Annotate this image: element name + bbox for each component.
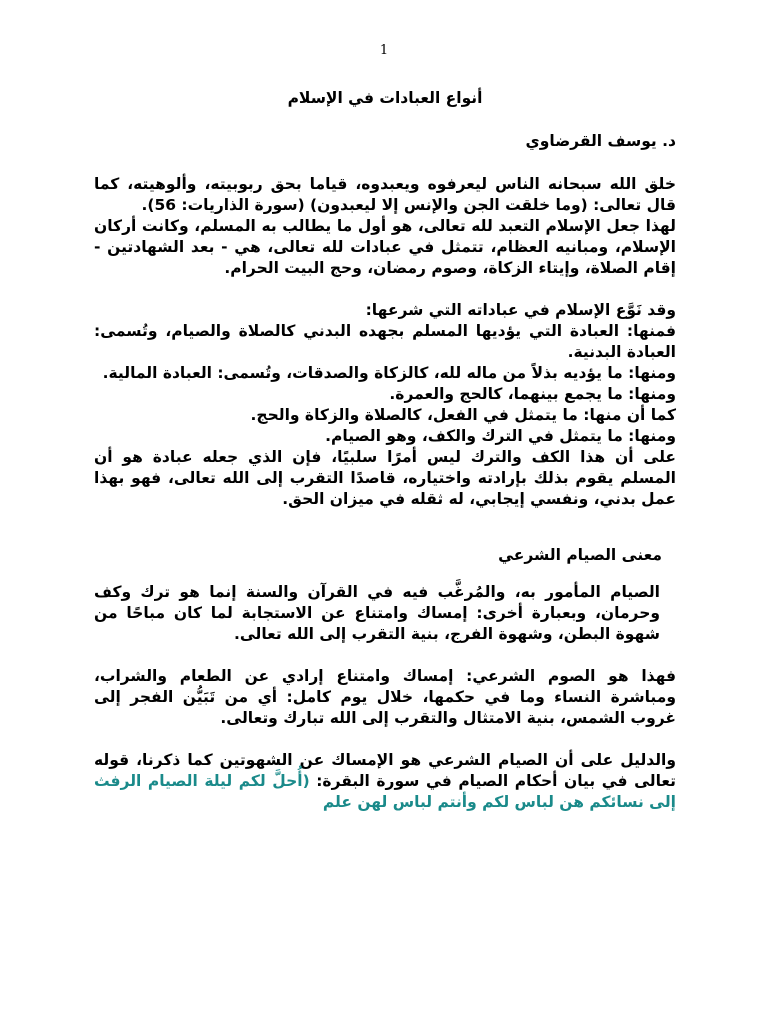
paragraph-evidence [94, 750, 676, 813]
spacer [94, 510, 676, 545]
section-heading: معنى الصيام الشرعي [498, 546, 662, 564]
list-item-action: كما أن منها: ما يتمثل في الفعل، كالصلاة والزكاة والحج. [250, 406, 676, 424]
author-line: د. يوسف القرضاوي [525, 132, 676, 150]
paragraph-fasting-definition: الصيام المأمور به، والمُرغَّب فيه في القرآن والسنة إنما هو ترك وكف وحرمان، وبعبارة أخرى: إمساك وامتناع عن الاستجابة لما كان مباحًا من شهوة البطن، وشهوة الفرج، بنية التقرب إلى الله تعالى. [94, 583, 660, 643]
spacer [94, 729, 676, 750]
paragraph-positive-act: على أن هذا الكف والترك ليس أمرًا سلبيًا، فإن الذي جعله عبادة هو أن المسلم يقوم بذلك بإرادته واختياره، قاصدًا التقرب إلى الله تعالى، فهو بهذا عمل بدني، ونفسي إيجابي، له ثقله في ميزان الحق. [94, 448, 676, 508]
list-intro: وقد نَوَّع الإسلام في عباداته التي شرعها: [365, 301, 676, 319]
list-item-financial: ومنها: ما يؤديه بذلاً من ماله لله، كالزكاة والصدقات، وتُسمى: العبادة المالية. [102, 364, 676, 382]
page-number: 1 [379, 43, 389, 58]
paragraph-creation: خلق الله سبحانه الناس ليعرفوه ويعبدوه، قياما بحق ربوبيته، وألوهيته، كما قال تعالى: (وما خلقت الجن والإنس إلا ليعبدون) (سورة الذاريات: 56). [94, 175, 676, 214]
quran-verse: (أُحلَّ لكم ليلة الصيام الرفث إلى نسائكم هن لباس لكم وأنتم لباس لهن علم [94, 772, 676, 811]
paragraph-legal-fasting: فهذا هو الصوم الشرعي: إمساك وامتناع إرادي عن الطعام والشراب، ومباشرة النساء وما في حكمها، خلال يوم كامل: أي من تَبَيُّن الفجر إلى غروب الشمس، بنية الامتثال والتقرب إلى الله تبارك وتعالى. [94, 667, 676, 727]
evidence-text: والدليل على أن الصيام الشرعي هو الإمساك عن الشهوتين كما ذكرنا، قوله تعالى في بيان أحكام الصيام في سورة البقرة: [94, 751, 676, 790]
spacer [94, 279, 676, 300]
list-item-abstention: ومنها: ما يتمثل في الترك والكف، وهو الصيام. [325, 427, 676, 445]
paragraph-pillars: لهذا جعل الإسلام التعبد لله تعالى، هو أول ما يطالب به المسلم، وكانت أركان الإسلام، ومبانيه العظام، تتمثل في عبادات لله تعالى، هي - بعد الشهادتين - إقام الصلاة، وإيتاء الزكاة، وصوم رمضان، وحج البيت الحرام. [94, 217, 676, 277]
document-title: أنواع العبادات في الإسلام [287, 89, 483, 107]
spacer [94, 645, 676, 666]
document-body [94, 88, 676, 813]
list-item-physical: فمنها: العبادة التي يؤديها المسلم بجهده البدني كالصلاة والصيام، وتُسمى: العبادة البدنية. [94, 322, 676, 361]
list-item-combined: ومنها: ما يجمع بينهما، كالحج والعمرة. [389, 385, 676, 403]
